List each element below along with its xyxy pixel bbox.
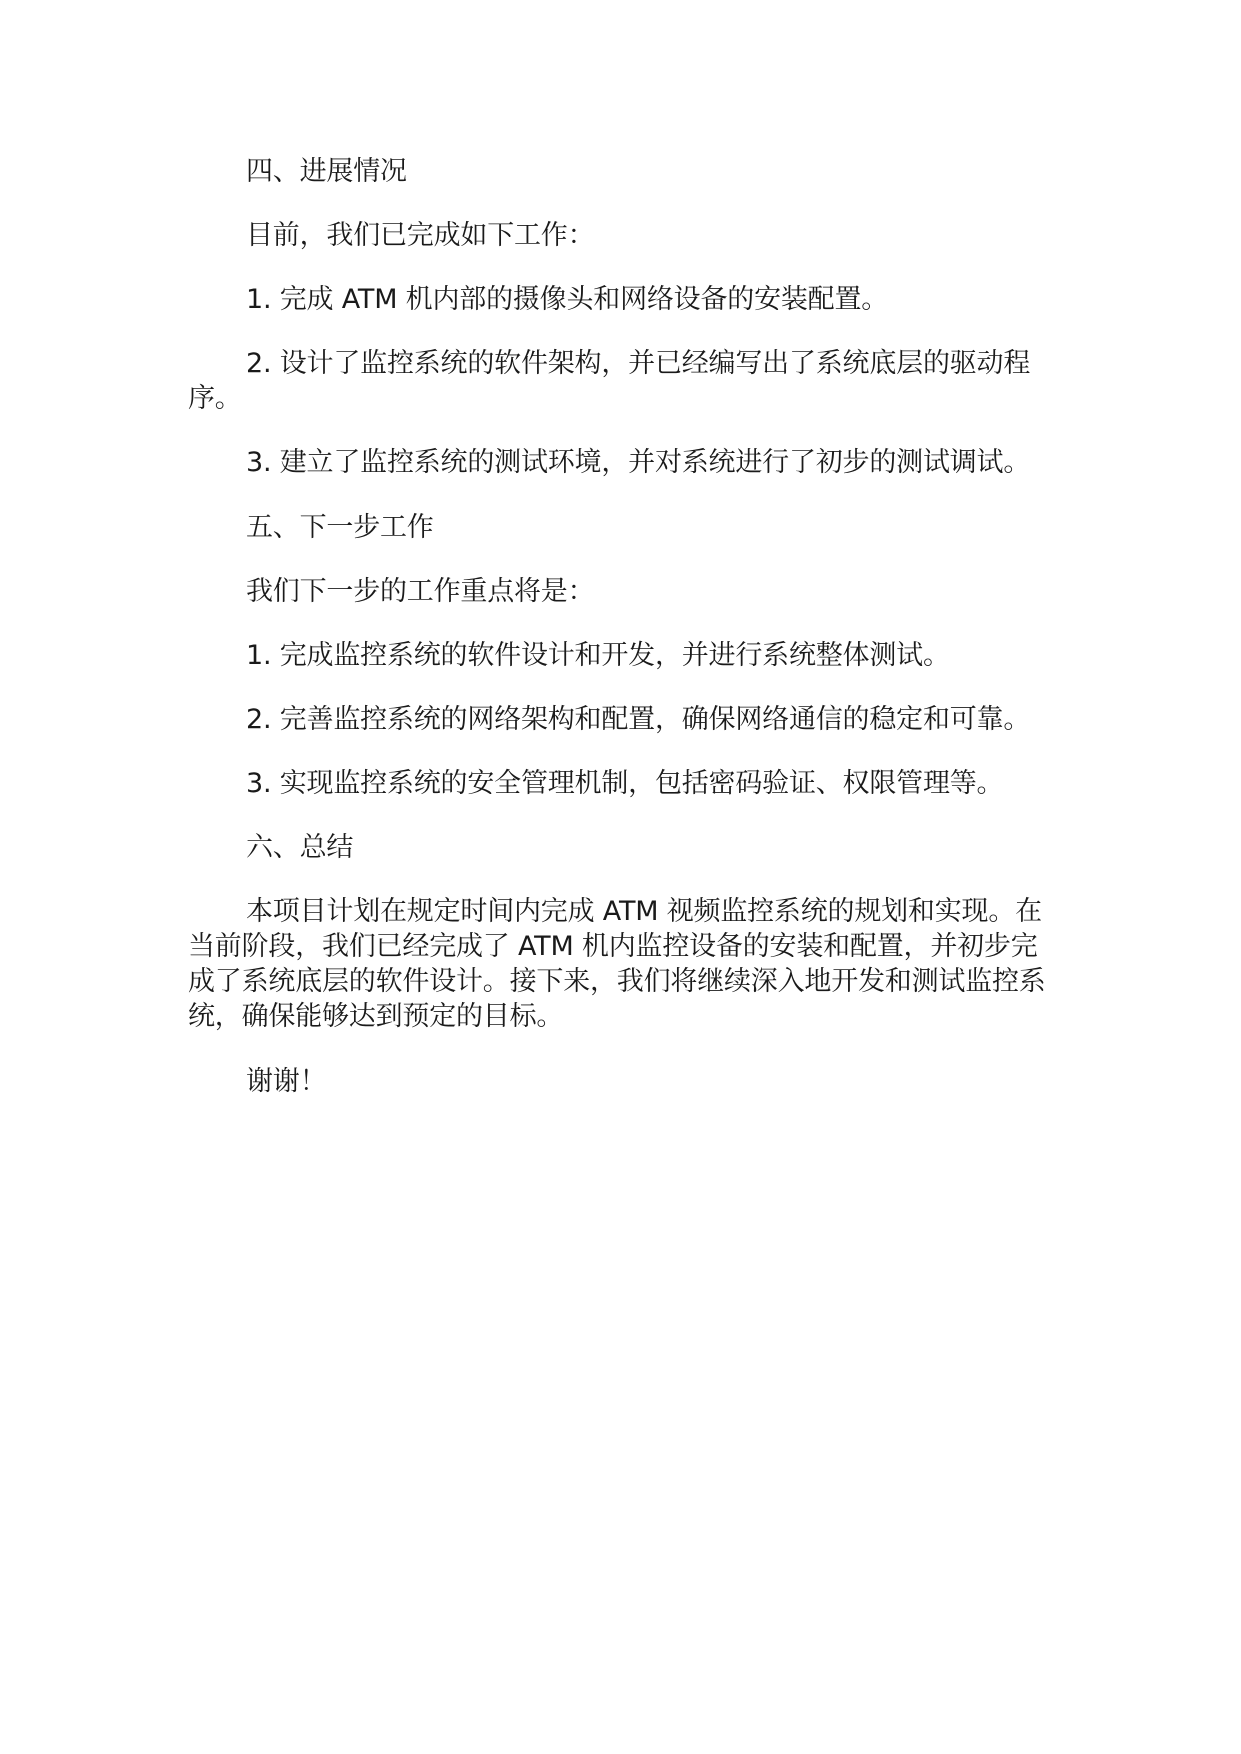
section-4-item-2: 2. 设计了监控系统的软件架构，并已经编写出了系统底层的驱动程序。 xyxy=(188,348,1031,415)
section-4-item-1: 1. 完成 ATM 机内部的摄像头和网络设备的安装配置。 xyxy=(246,284,889,316)
section-5-heading: 五、下一步工作 xyxy=(246,511,434,543)
section-4-item-3: 3. 建立了监控系统的测试环境，并对系统进行了初步的测试调试。 xyxy=(246,447,1031,479)
closing-text: 谢谢！ xyxy=(246,1065,327,1097)
section-5-item-1: 1. 完成监控系统的软件设计和开发，并进行系统整体测试。 xyxy=(246,639,950,671)
section-5-item-3: 3. 实现监控系统的安全管理机制，包括密码验证、权限管理等。 xyxy=(246,767,1004,799)
section-5-intro: 我们下一步的工作重点将是： xyxy=(246,575,595,607)
section-4-intro: 目前，我们已完成如下工作： xyxy=(246,220,595,252)
section-4-heading: 四、进展情况 xyxy=(246,156,407,187)
document-body xyxy=(188,154,1048,1128)
section-6-heading: 六、总结 xyxy=(246,832,354,864)
section-5-item-2: 2. 完善监控系统的网络架构和配置，确保网络通信的稳定和可靠。 xyxy=(246,703,1031,735)
section-6-body: 本项目计划在规定时间内完成 ATM 视频监控系统的规划和实现。在当前阶段，我们已经完成了 ATM 机内监控设备的安装和配置，并初步完成了系统底层的软件设计。接下来，我们将继续深入地开发和测试监控系统，确保能够达到预定的目标。 xyxy=(188,896,1046,1033)
